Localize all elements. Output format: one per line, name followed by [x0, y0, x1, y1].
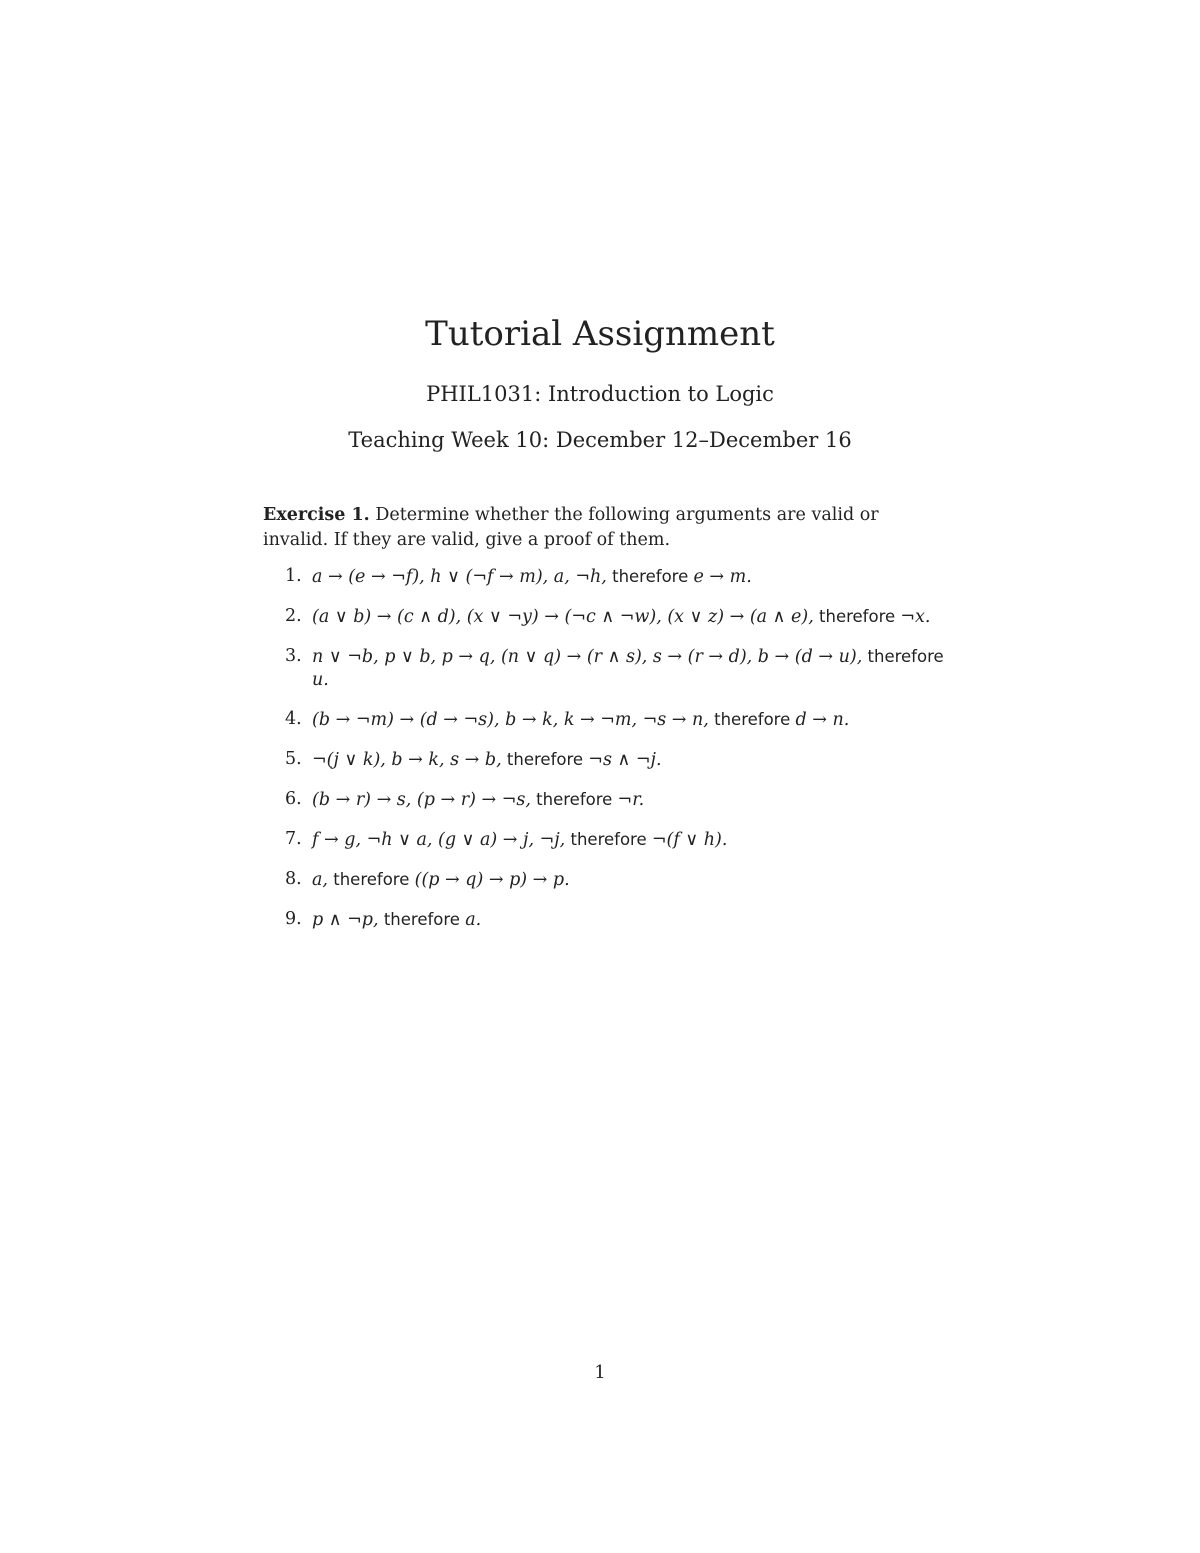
conclusion: d → n.: [795, 710, 850, 730]
exercise-label: Exercise 1.: [263, 505, 370, 525]
list-item: [285, 828, 945, 852]
list-item: [285, 868, 945, 892]
item-number: 7.: [285, 829, 302, 849]
teaching-week: Teaching Week 10: December 12–December 16: [348, 428, 852, 452]
therefore-word: therefore: [606, 567, 694, 586]
premises: p ∧ ¬p,: [312, 910, 379, 930]
conclusion: ¬r.: [617, 790, 645, 810]
conclusion: ¬s ∧ ¬j.: [588, 750, 662, 770]
premises: (b → ¬m) → (d → ¬s), b → k, k → ¬m, ¬s → n,: [312, 710, 709, 730]
premises: a → (e → ¬f), h ∨ (¬f → m), a, ¬h,: [312, 567, 607, 587]
item-number: 2.: [285, 606, 302, 626]
list-item: [285, 748, 945, 772]
course-name: PHIL1031: Introduction to Logic: [426, 382, 774, 406]
premises: a,: [312, 870, 328, 890]
document-title: Tutorial Assignment: [425, 314, 775, 354]
list-item: [285, 645, 945, 692]
conclusion: a.: [465, 910, 482, 930]
list-item: [285, 908, 945, 932]
conclusion: e → m.: [693, 567, 752, 587]
conclusion: u.: [312, 670, 329, 690]
conclusion: ¬x.: [900, 607, 931, 627]
premises: (b → r) → s, (p → r) → ¬s,: [312, 790, 531, 810]
premises: (a ∨ b) → (c ∧ d), (x ∨ ¬y) → (¬c ∧ ¬w), (x ∨ z) → (a ∧ e),: [312, 607, 814, 627]
argument-list: [285, 565, 945, 948]
item-number: 1.: [285, 566, 302, 586]
premises: n ∨ ¬b, p ∨ b, p → q, (n ∨ q) → (r ∧ s), s → (r → d), b → (d → u),: [312, 647, 863, 667]
therefore-word: therefore: [530, 790, 618, 809]
therefore-word: therefore: [813, 607, 901, 626]
page-number: 1: [594, 1362, 606, 1383]
therefore-word: therefore: [378, 910, 466, 929]
premises: ¬(j ∨ k), b → k, s → b,: [312, 750, 502, 770]
list-item: [285, 605, 945, 629]
list-item: [285, 788, 945, 812]
therefore-word: therefore: [862, 647, 944, 666]
item-number: 6.: [285, 789, 302, 809]
exercise-instruction: Determine whether the following arguments are valid or invalid. If they are valid, give a proof of them.: [263, 505, 879, 550]
conclusion: ((p → q) → p) → p.: [414, 870, 570, 890]
item-number: 5.: [285, 749, 302, 769]
therefore-word: therefore: [328, 870, 415, 889]
list-item: [285, 565, 945, 589]
item-number: 9.: [285, 909, 302, 929]
item-number: 3.: [285, 646, 302, 666]
therefore-word: therefore: [501, 750, 589, 769]
list-item: [285, 708, 945, 732]
therefore-word: therefore: [708, 710, 796, 729]
exercise-intro: [263, 503, 943, 553]
item-number: 8.: [285, 869, 302, 889]
item-number: 4.: [285, 709, 302, 729]
conclusion: ¬(f ∨ h).: [651, 830, 728, 850]
premises: f → g, ¬h ∨ a, (g ∨ a) → j, ¬j,: [312, 830, 566, 850]
therefore-word: therefore: [565, 830, 652, 849]
